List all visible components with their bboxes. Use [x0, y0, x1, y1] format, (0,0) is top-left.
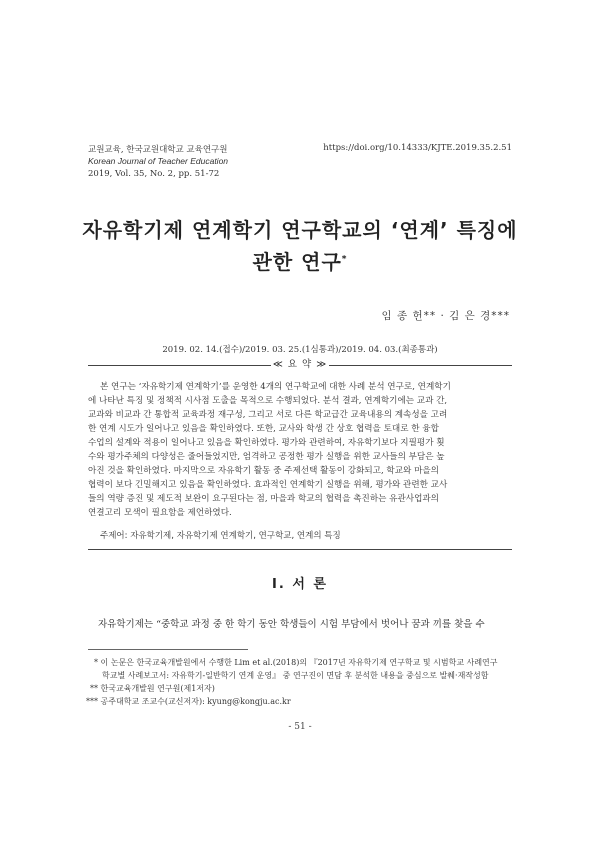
abstract-line: 수와 평가주체의 다양성은 줄어들었지만, 엄격하고 공정한 평가 실행을 위한 교사들의 부담은 높 [88, 452, 445, 462]
footnote-first-author: ** 한국교육개발원 연구원(제1저자) [90, 684, 215, 693]
footnote-funding: * 이 논문은 한국교육개발원에서 수행한 Lim et al.(2018)의 『2017년 자유학기제 연구학교 및 시범학교 사례연구 [94, 658, 498, 667]
footnote-separator [88, 649, 248, 650]
abstract-line: 한 연계 시도가 일어나고 있음을 확인하였다. 또한, 교사와 학생 간 상호 협력을 토대로 한 융합 [88, 424, 439, 434]
abstract-line: 연결고리 모색이 필요함을 제언하였다. [88, 508, 232, 518]
body-text-line: 자유학기제는 “중학교 과정 중 한 학기 동안 학생들이 시험 부담에서 벗어나 꿈과 끼를 찾을 수 [98, 619, 485, 630]
abstract-label: ≪ 요 약 ≫ [272, 359, 328, 370]
abstract-line: 에 나타난 특징 및 정책적 시사점 도출을 목적으로 수행되었다. 분석 결과, 연계학기에는 교과 간, [88, 396, 448, 406]
journal-english-name: Korean Journal of Teacher Education [88, 156, 229, 166]
footnote-corresponding-author: *** 공주대학교 조교수(교신저자): kyung@kongju.ac.kr [86, 697, 291, 706]
doi-link[interactable]: https://doi.org/10.14333/KJTE.2019.35.2.51 [323, 143, 512, 153]
abstract-line: 아진 것을 확인하였다. 마지막으로 자유학기 활동 중 주제선택 활동이 강화되고, 학교와 마을의 [88, 466, 439, 476]
abstract-line: 들의 역량 증진 및 제도적 보완이 요구된다는 점, 마을과 학교의 협력을 촉진하는 유관사업과의 [88, 494, 439, 504]
abstract-line: 교과와 비교과 간 통합적 교육과정 재구성, 그리고 서로 다른 학교급간 교육내용의 계속성을 고려 [88, 410, 448, 420]
author-list: 임 종 헌** · 김 은 경*** [381, 310, 510, 322]
paper-title-line-2 [40, 246, 560, 275]
page-number: - 51 - [288, 722, 312, 732]
title-footnote-mark: * [341, 254, 348, 265]
volume-info: 2019, Vol. 35, No. 2, pp. 51-72 [88, 169, 220, 179]
section-heading-introduction: Ⅰ. 서 론 [272, 577, 328, 592]
review-dates: 2019. 02. 14.(접수)/2019. 03. 25.(1심통과)/2019. 04. 03.(최종통과) [162, 345, 438, 355]
abstract-line: 협력이 보다 긴밀해지고 있음을 확인하였다. 효과적인 연계학기 실행을 위해, 평가와 관련한 교사 [88, 480, 448, 490]
abstract-line: 수업의 설계와 적용이 일어나고 있음을 확인하였다. 평가와 관련하여, 자유학기보다 지필평가 횟 [88, 438, 445, 448]
keywords: 주제어: 자유학기제, 자유학기제 연계학기, 연구학교, 연계의 특징 [100, 531, 341, 541]
abstract-bottom-rule [88, 549, 512, 550]
paper-title-line-1: 자유학기제 연계학기 연구학교의 ‘연계’ 특징에 [82, 218, 518, 242]
journal-korean-name: 교원교육, 한국교원대학교 교육연구원 [88, 145, 228, 155]
footnote-funding-cont: 학교별 사례보고서: 자유학기-일반학기 연계 운영』 중 연구진이 면담 후 분석한 내용을 중심으로 발췌·재작성함 [102, 671, 489, 680]
title-line-2-text: 관한 연구 [252, 250, 342, 274]
abstract-line: 본 연구는 ‘자유학기제 연계학기’를 운영한 4개의 연구학교에 대한 사례 분석 연구로, 연계학기 [100, 382, 451, 392]
